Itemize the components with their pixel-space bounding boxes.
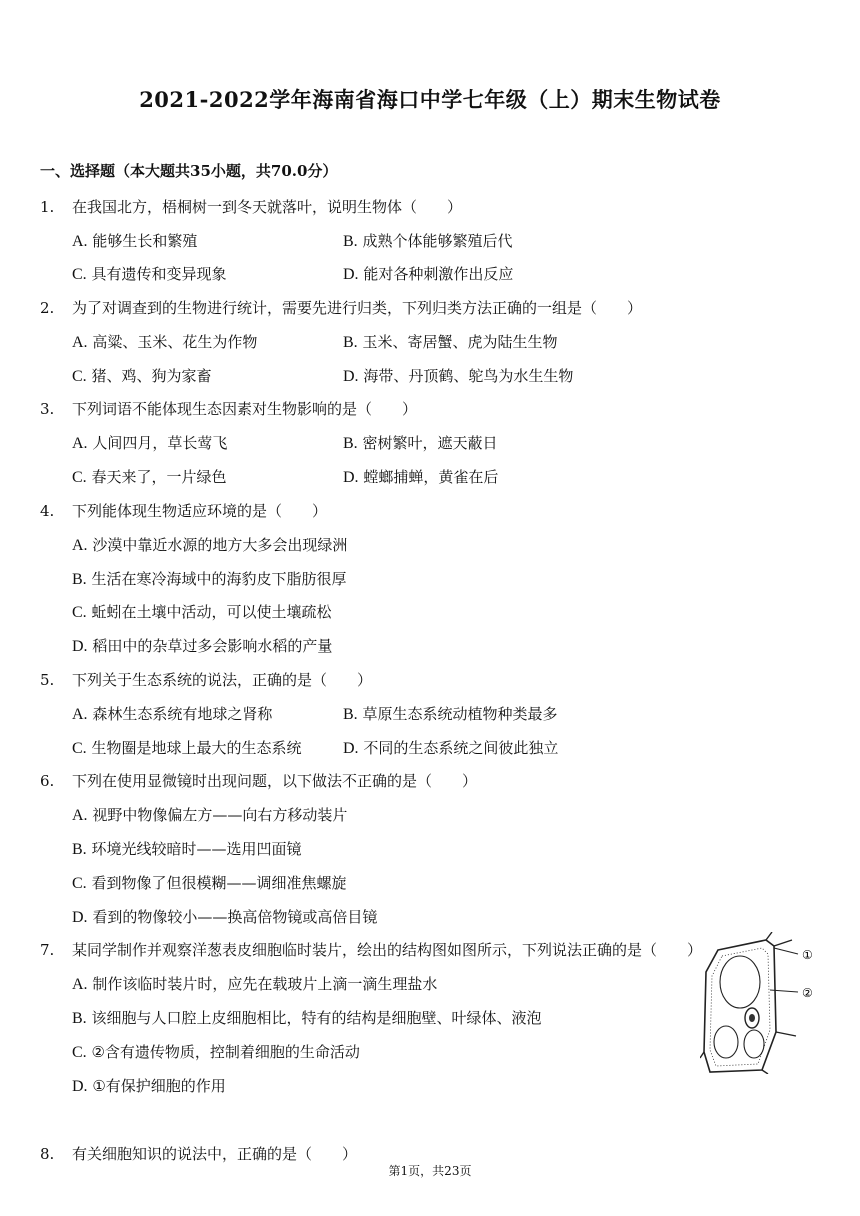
onion-cell-diagram (700, 932, 830, 1074)
question-number: 3. (40, 400, 55, 418)
page-title: 2021-2022学年海南省海口中学七年级（上）期末生物试卷 (139, 87, 721, 112)
question-2 (40, 297, 642, 318)
question-3 (40, 398, 417, 419)
question-1 (40, 196, 462, 217)
option-d: D. 能对各种刺激作出反应 (343, 265, 514, 283)
vacuole-lower-right (744, 1030, 764, 1058)
section-heading: 一、选择题（本大题共35小题，共70.0分） (40, 162, 338, 180)
question-6 (40, 770, 477, 791)
option-b: B. 成熟个体能够繁殖后代 (343, 232, 513, 250)
question-number: 1. (40, 198, 55, 216)
question-number: 2. (40, 299, 55, 317)
question-text: 下列能体现生物适应环境的是（ ） (72, 502, 328, 520)
question-number: 5. (40, 671, 55, 689)
cell-wall-outline (704, 940, 776, 1072)
option-d: D. 看到的物像较小——换高倍物镜或高倍目镜 (72, 908, 378, 926)
option-c: C. ②含有遗传物质，控制着细胞的生命活动 (72, 1043, 360, 1061)
cytoplasm-outline (710, 948, 770, 1066)
option-b: B. 环境光线较暗时——选用凹面镜 (72, 840, 302, 858)
question-7 (40, 939, 702, 960)
label-1: ① (802, 948, 813, 962)
option-a: A. 森林生态系统有地球之肾称 (72, 705, 273, 723)
option-b: B. 玉米、寄居蟹、虎为陆生生物 (343, 333, 558, 351)
question-number: 7. (40, 941, 55, 959)
question-text: 下列关于生态系统的说法，正确的是（ ） (72, 671, 373, 689)
option-d: D. ①有保护细胞的作用 (72, 1077, 226, 1095)
option-a: A. 制作该临时装片时，应先在载玻片上滴一滴生理盐水 (72, 975, 438, 993)
page-footer: 第1页，共23页 (388, 1164, 472, 1178)
option-c: C. 生物圈是地球上最大的生态系统 (72, 739, 302, 757)
question-text: 下列在使用显微镜时出现问题，以下做法不正确的是（ ） (72, 772, 478, 790)
option-b: B. 草原生态系统动植物种类最多 (343, 705, 558, 723)
option-d: D. 稻田中的杂草过多会影响水稻的产量 (72, 637, 333, 655)
question-text: 在我国北方，梧桐树一到冬天就落叶，说明生物体（ ） (72, 198, 463, 216)
question-text: 为了对调查到的生物进行统计，需要先进行归类，下列归类方法正确的一组是（ ） (72, 299, 643, 317)
question-number: 6. (40, 772, 55, 790)
option-a: A. 能够生长和繁殖 (72, 232, 198, 250)
option-b: B. 该细胞与人口腔上皮细胞相比，特有的结构是细胞壁、叶绿体、液泡 (72, 1009, 542, 1027)
vacuole-upper (720, 956, 760, 1008)
option-a: A. 人间四月，草长莺飞 (72, 434, 228, 452)
option-b: B. 生活在寒冷海域中的海豹皮下脂肪很厚 (72, 570, 347, 588)
label-2: ② (802, 986, 813, 1000)
option-c: C. 猪、鸡、狗为家畜 (72, 367, 212, 385)
option-d: D. 不同的生态系统之间彼此独立 (343, 739, 559, 757)
question-text: 下列词语不能体现生态因素对生物影响的是（ ） (72, 400, 418, 418)
option-a: A. 视野中物像偏左方——向右方移动装片 (72, 806, 348, 824)
option-d: D. 螳螂捕蝉，黄雀在后 (343, 468, 499, 486)
question-4 (40, 500, 327, 521)
option-c: C. 具有遗传和变异现象 (72, 265, 227, 283)
question-text: 某同学制作并观察洋葱表皮细胞临时装片，绘出的结构图如图所示，下列说法正确的是（ ） (72, 941, 703, 959)
option-b: B. 密树繁叶，遮天蔽日 (343, 434, 498, 452)
question-text: 有关细胞知识的说法中，正确的是（ ） (72, 1145, 358, 1163)
option-d: D. 海带、丹顶鹤、鸵鸟为水生生物 (343, 367, 574, 385)
question-5 (40, 669, 372, 690)
question-8 (40, 1143, 357, 1164)
question-number: 4. (40, 502, 55, 520)
option-a: A. 沙漠中靠近水源的地方大多会出现绿洲 (72, 536, 348, 554)
option-c: C. 看到物像了但很模糊——调细准焦螺旋 (72, 874, 347, 892)
option-c: C. 蚯蚓在土壤中活动，可以使土壤疏松 (72, 603, 332, 621)
option-c: C. 春天来了，一片绿色 (72, 468, 227, 486)
option-a: A. 高粱、玉米、花生为作物 (72, 333, 258, 351)
question-number: 8. (40, 1145, 55, 1163)
vacuole-lower-left (714, 1026, 738, 1058)
